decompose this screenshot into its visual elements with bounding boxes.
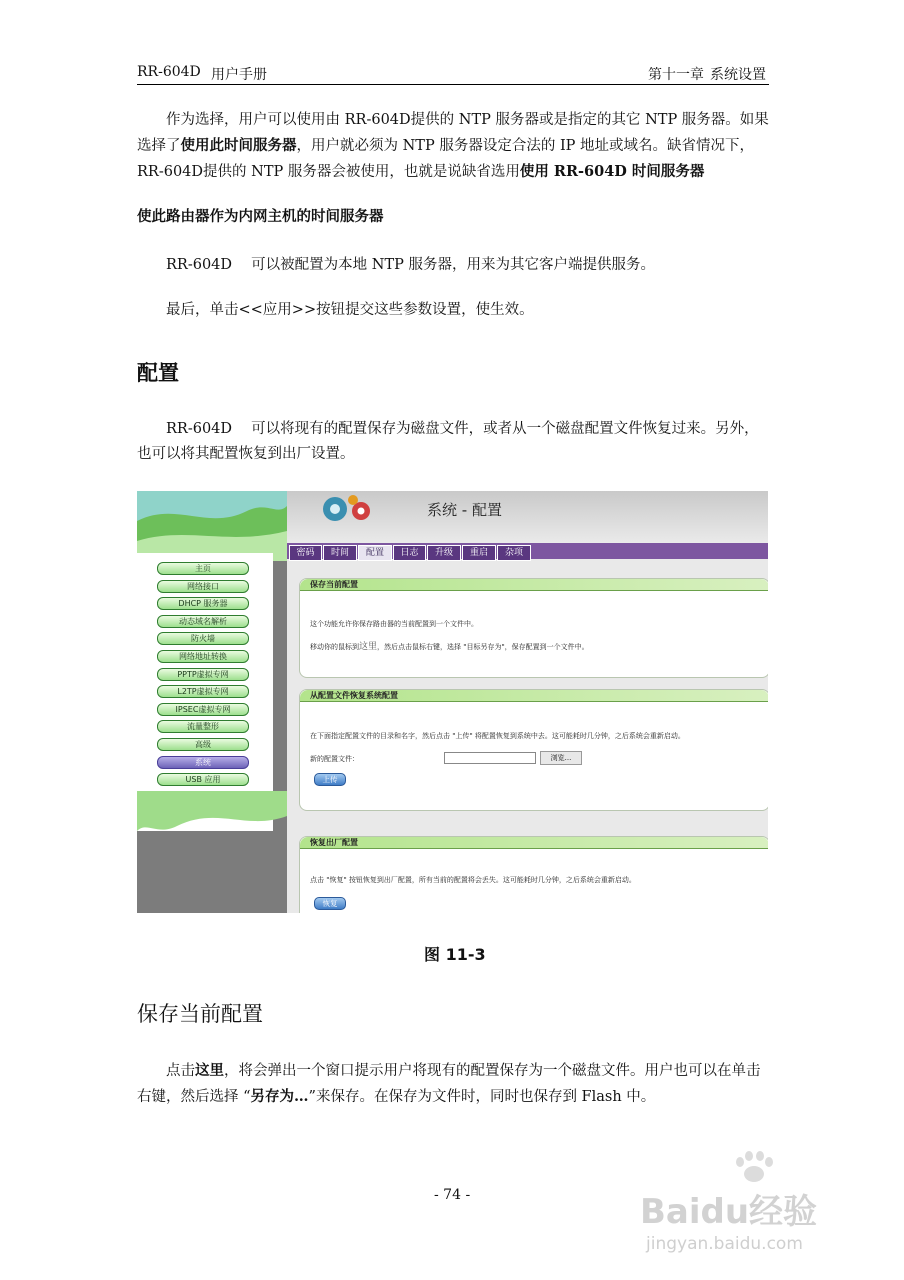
nav-item[interactable]: 防火墙 xyxy=(157,632,249,645)
header-chapter-title: 系统设置 xyxy=(710,67,766,83)
save-instr-b: ，然后点击鼠标右键，选择 "目标另存为"，保存配置到一个文件中。 xyxy=(377,643,589,651)
para1-text1: 作为选择，用户可以使用由 RR-604D提供的 NTP 服务器或是指定的其它 NTP 服务器。如果选择了 xyxy=(137,112,769,154)
figure-caption: 图 11-3 xyxy=(424,945,486,964)
paragraph-save xyxy=(137,1058,769,1110)
tab-bar xyxy=(287,543,768,559)
baidu-watermark xyxy=(640,1150,870,1270)
paragraph-ntp-choice xyxy=(137,108,769,185)
upload-button[interactable]: 上传 xyxy=(314,773,346,786)
restore-card-title: 从配置文件恢复系统配置 xyxy=(300,690,768,702)
tab-item[interactable]: 密码 xyxy=(289,545,322,561)
header-model: RR-604D xyxy=(137,64,201,80)
tab-item[interactable]: 日志 xyxy=(393,545,426,561)
nav-item[interactable]: 主页 xyxy=(157,562,249,575)
restore-card-desc: 在下面指定配置文件的目录和名字，然后点击 "上传" 将配置恢复到系统中去。这可能耗时几分钟，之后系统会重新启动。 xyxy=(310,732,685,740)
factory-card-desc: 点击 "恢复" 按钮恢复到出厂配置，所有当前的配置将会丢失。这可能耗时几分钟，之后系统会重新启动。 xyxy=(310,876,636,884)
section-title-config: 配置 xyxy=(137,360,179,385)
sidebar-banner xyxy=(137,491,287,561)
save-instr-a: 移动你的鼠标到 xyxy=(310,643,359,651)
header-manual-title: 用户手册 xyxy=(211,67,267,83)
bold-line: 使此路由器作为内网主机的时间服务器 xyxy=(137,208,384,225)
restore-config-card xyxy=(299,689,768,811)
header-rule xyxy=(137,84,769,85)
nav-item[interactable]: PPTP虚拟专网 xyxy=(157,668,249,681)
gears-icon xyxy=(317,493,381,527)
factory-card-title: 恢复出厂配置 xyxy=(300,837,768,849)
tab-item[interactable]: 升级 xyxy=(427,545,461,561)
page-number: - 74 - xyxy=(434,1187,471,1203)
browse-button[interactable]: 浏览... xyxy=(540,751,582,765)
sidebar-grass xyxy=(137,791,287,841)
tab-item[interactable]: 配置 xyxy=(358,545,392,561)
figure-screenshot xyxy=(137,491,768,913)
nav-item[interactable]: DHCP 服务器 xyxy=(157,597,249,610)
para1-bold1: 使用此时间服务器 xyxy=(180,137,297,154)
nav-item[interactable]: 网络地址转换 xyxy=(157,650,249,663)
tab-item[interactable]: 杂项 xyxy=(497,545,531,561)
nav-item[interactable]: 高级 xyxy=(157,738,249,751)
nav-item[interactable]: 网络接口 xyxy=(157,580,249,593)
save-card-instruction xyxy=(310,639,589,652)
para5-here: 这里 xyxy=(195,1062,224,1079)
nav-item[interactable]: IPSEC虚拟专网 xyxy=(157,703,249,716)
paragraph-apply: 最后，单击<<应用>>按钮提交这些参数设置，使生效。 xyxy=(166,302,534,318)
header-chapter: 第十一章 xyxy=(648,67,704,83)
paragraph-local-ntp: RR-604D 可以被配置为本地 NTP 服务器，用来为其它客户端提供服务。 xyxy=(166,257,655,273)
para5-saveas: 另存为… xyxy=(250,1088,309,1105)
para5-text1: 点击 xyxy=(166,1063,195,1079)
here-link[interactable]: 这里 xyxy=(359,642,378,652)
nav-item[interactable]: 系统 xyxy=(157,756,249,769)
para1-bold2: 使用 RR-604D 时间服务器 xyxy=(519,163,705,180)
save-card-desc: 这个功能允许你保存路由器的当前配置到一个文件中。 xyxy=(310,620,478,628)
para5-text2: ，将会弹出一个窗口提示用户将现有的配置保存为一个磁盘文件。用户也可以在单击右键，然后选择 “ xyxy=(137,1063,761,1105)
nav-item[interactable]: L2TP虚拟专网 xyxy=(157,685,249,698)
section-title-save: 保存当前配置 xyxy=(137,1002,263,1026)
file-label: 新的配置文件： xyxy=(310,755,359,763)
screenshot-page-title: 系统 - 配置 xyxy=(427,501,502,519)
save-card-title: 保存当前配置 xyxy=(300,579,768,591)
sidebar xyxy=(137,491,287,913)
factory-reset-card xyxy=(299,836,768,913)
nav-item[interactable]: 动态域名解析 xyxy=(157,615,249,628)
save-config-card xyxy=(299,578,768,678)
restore-factory-button[interactable]: 恢复 xyxy=(314,897,346,910)
nav-item[interactable]: USB 应用 xyxy=(157,773,249,786)
tab-item[interactable]: 时间 xyxy=(323,545,357,561)
watermark-brand: Baidu经验 xyxy=(640,1192,818,1232)
config-file-input[interactable] xyxy=(444,752,536,764)
para1-text2: ，用户就必须为 NTP 服务器设定合法的 IP 地址或域名。缺省情况下，RR-604D提供的 NTP 服务器会被使用，也就是说缺省选用 xyxy=(137,138,755,180)
tab-item[interactable]: 重启 xyxy=(462,545,496,561)
para5-text3: ”来保存。在保存为文件时，同时也保存到 Flash 中。 xyxy=(308,1089,656,1105)
paw-icon xyxy=(730,1150,778,1184)
screenshot-top-bar xyxy=(287,491,768,543)
watermark-url: jingyan.baidu.com xyxy=(646,1234,803,1254)
paragraph-config: RR-604D 可以将现有的配置保存为磁盘文件，或者从一个磁盘配置文件恢复过来。另外，也可以将其配置恢复到出厂设置。 xyxy=(137,421,759,462)
nav-item[interactable]: 流量整形 xyxy=(157,720,249,733)
